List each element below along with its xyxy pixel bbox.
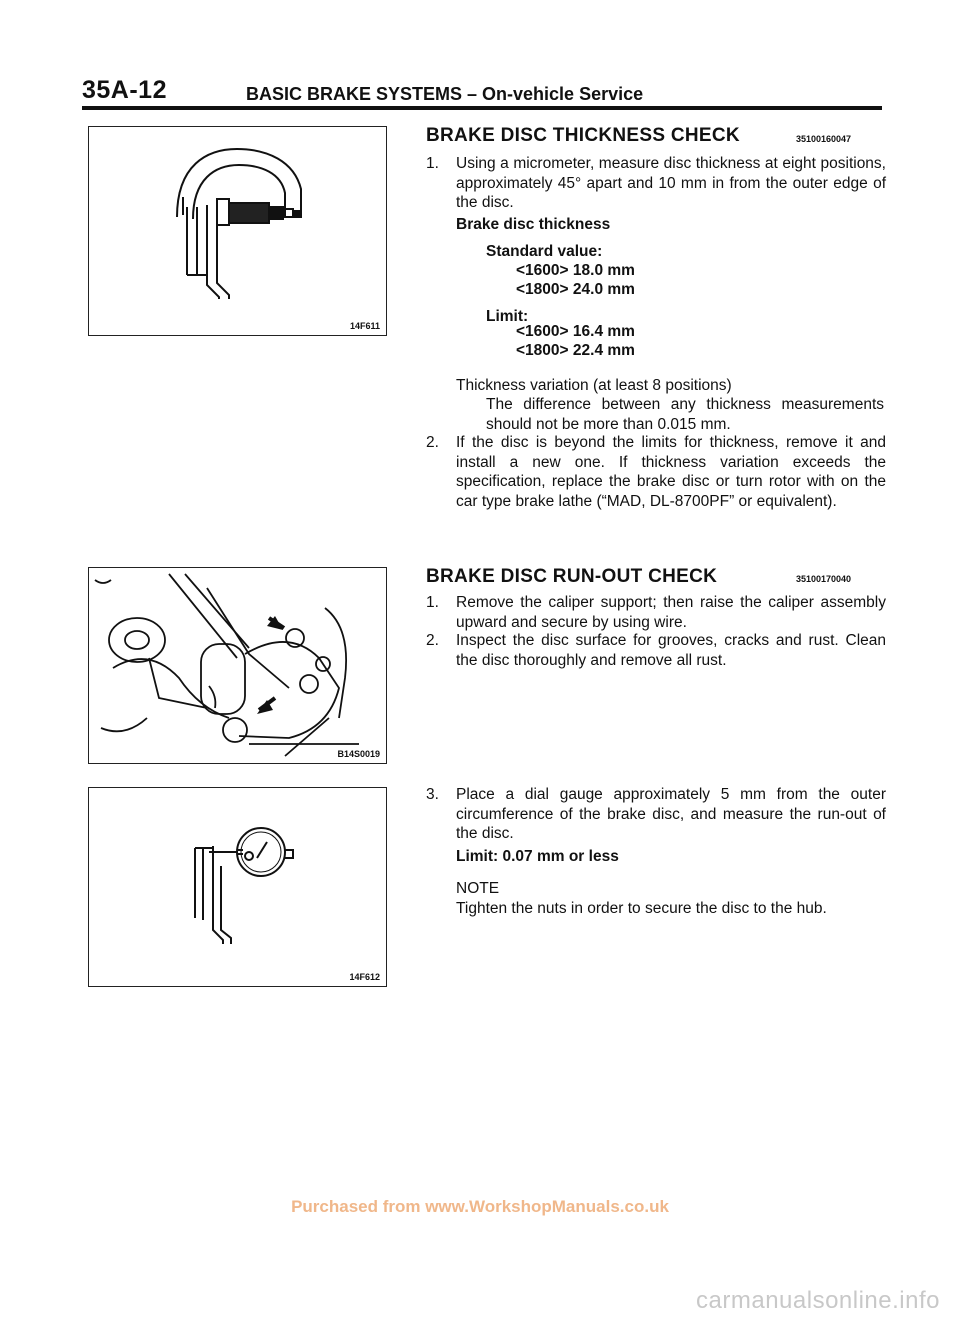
standard-1600: <1600> 18.0 mm <box>516 262 635 279</box>
purchase-footer: Purchased from www.WorkshopManuals.co.uk <box>291 1197 669 1216</box>
caliper-figure <box>88 567 387 764</box>
step-number: 2. <box>426 632 439 649</box>
page-number: 35A-12 <box>82 76 167 104</box>
figure-code-micrometer: 14F611 <box>349 321 380 331</box>
section-code-thickness: 35100160047 <box>796 134 852 144</box>
step-text: Inspect the disc surface for grooves, cracks and rust. Clean the disc thoroughly and remove all rust. <box>456 632 886 669</box>
variation-label: Thickness variation (at least 8 positions) <box>456 377 732 394</box>
spec-title: Brake disc thickness <box>456 216 611 233</box>
site-watermark: carmanualsonline.info <box>696 1287 940 1314</box>
dial-gauge-figure <box>88 787 387 987</box>
section-code-runout: 35100170040 <box>796 574 852 584</box>
step-number: 3. <box>426 786 439 803</box>
note-label: NOTE <box>456 880 500 897</box>
step-number: 1. <box>426 155 439 172</box>
step-text: If the disc is beyond the limits for thickness, remove it and install a new one. If thickness variation exceeds the specification, replace the brake disc or turn rotor with on the car type brake lathe (“MAD, DL-8700PF” or equivalent). <box>456 434 886 510</box>
standard-1800: <1800> 24.0 mm <box>516 281 635 298</box>
page-title: BASIC BRAKE SYSTEMS – On-vehicle Service <box>246 84 644 104</box>
step-number: 2. <box>426 434 439 451</box>
section-title-runout: BRAKE DISC RUN-OUT CHECK <box>426 566 718 587</box>
step-text: Remove the caliper support; then raise the caliper assembly upward and secure by using wire. <box>456 594 886 631</box>
micrometer-illustration <box>89 127 386 335</box>
section-title-thickness: BRAKE DISC THICKNESS CHECK <box>426 125 740 146</box>
limit-1600: <1600> 16.4 mm <box>516 323 635 340</box>
runout-limit: Limit: 0.07 mm or less <box>456 848 619 865</box>
standard-label: Standard value: <box>486 243 603 260</box>
step-number: 1. <box>426 594 439 611</box>
header-rule <box>82 106 882 110</box>
step-text: Using a micrometer, measure disc thickness at eight positions, approximately 45° apart and 10 mm in from the outer edge of the disc. <box>456 155 886 211</box>
limit-label: Limit: <box>486 308 529 325</box>
caliper-illustration <box>89 568 386 763</box>
micrometer-figure <box>88 126 387 336</box>
step-text: Place a dial gauge approximately 5 mm from the outer circumference of the brake disc, and measure the run-out of the disc. <box>456 786 886 842</box>
variation-text: The difference between any thickness measurements should not be more than 0.015 mm. <box>486 396 884 433</box>
note-text: Tighten the nuts in order to secure the disc to the hub. <box>456 900 827 917</box>
figure-code-caliper: B14S0019 <box>337 749 380 759</box>
dial-gauge-illustration <box>89 788 386 986</box>
limit-1800: <1800> 22.4 mm <box>516 342 635 359</box>
figure-code-dial-gauge: 14F612 <box>349 972 380 982</box>
